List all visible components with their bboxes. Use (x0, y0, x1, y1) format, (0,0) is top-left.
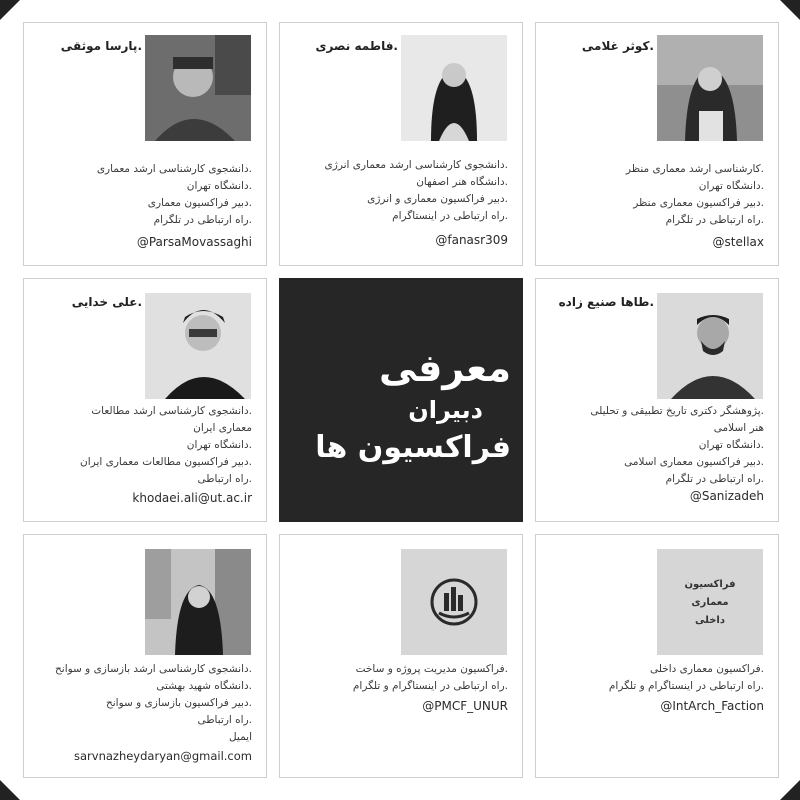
detail-line: .دبیر فراکسیون معماری و انرژی (367, 193, 508, 205)
profile-card-taha (535, 278, 779, 522)
profile-details (80, 403, 252, 488)
detail-line: .دانشگاه تهران (186, 180, 252, 192)
detail-line: .راه ارتباطی (197, 473, 252, 485)
contact-handle[interactable]: @fanasr309 (435, 233, 508, 247)
detail-line: .دانشجوی کارشناسی ارشد مطالعات (91, 405, 252, 417)
profile-card-kowsar (535, 22, 779, 266)
profile-photo (145, 293, 251, 399)
detail-line: .دانشگاه تهران (186, 439, 252, 451)
detail-line: .پژوهشگر دکتری تاریخ تطبیقی و تحلیلی (590, 405, 764, 417)
detail-line: .دانشجوی کارشناسی ارشد معماری انرژی (324, 159, 508, 171)
corner-decoration (780, 780, 800, 800)
faction-card-pmcf (279, 534, 523, 778)
profile-card-fatemeh (279, 22, 523, 266)
pmcf-logo-icon (401, 549, 507, 655)
detail-line: .فراکسیون معماری داخلی (650, 663, 764, 675)
detail-line: .راه ارتباطی در تلگرام (665, 214, 764, 226)
banner-title-line: دبیران (408, 396, 483, 424)
detail-line: .دانشگاه تهران (698, 439, 764, 451)
corner-decoration (0, 780, 20, 800)
faction-logo (401, 549, 507, 655)
detail-line: .کارشناسی ارشد معماری منظر (625, 163, 764, 175)
detail-line: ایمیل (228, 731, 252, 743)
banner-title-line: فراکسیون ها (315, 430, 511, 465)
contact-email[interactable]: sarvnazheydaryan@gmail.com (74, 749, 252, 763)
profile-details (325, 157, 508, 225)
profile-photo (657, 293, 763, 399)
profile-name: .پارسا موثقی (60, 39, 142, 53)
detail-line: .دبیر فراکسیون بازسازی و سوانح (105, 697, 252, 709)
contact-handle[interactable]: @stellax (712, 235, 764, 249)
profile-photo (401, 35, 507, 141)
corner-decoration (780, 0, 800, 20)
detail-line: .راه ارتباطی در تلگرام (665, 473, 764, 485)
profile-details (55, 661, 252, 746)
profile-details (590, 403, 764, 488)
intro-banner (279, 278, 523, 522)
contact-email[interactable]: khodaei.ali@ut.ac.ir (132, 491, 252, 505)
detail-line: .دبیر فراکسیون معماری (147, 197, 252, 209)
detail-line: هنر اسلامی (713, 422, 764, 434)
corner-decoration (0, 0, 20, 20)
contact-handle[interactable]: @ParsaMovassaghi (136, 235, 252, 249)
detail-line: معماری ایران (193, 422, 252, 434)
logo-text: معماری (691, 597, 729, 608)
detail-line: .دانشجوی کارشناسی ارشد بازسازی و سوانح (55, 663, 252, 675)
contact-handle[interactable]: @PMCF_UNUR (422, 699, 508, 713)
profile-name: .علی خدایی (71, 295, 142, 309)
profile-card-sarv (23, 534, 267, 778)
detail-line: .فراکسیون مدیریت پروژه و ساخت (355, 663, 508, 675)
profile-photo (657, 35, 763, 141)
detail-line: .دبیر فراکسیون معماری اسلامی (624, 456, 764, 468)
logo-text: داخلی (695, 615, 725, 626)
profile-card-ali (23, 278, 267, 522)
detail-line: .دبیر فراکسیون معماری منظر (633, 197, 764, 209)
detail-line: .دانشگاه هنر اصفهان (416, 176, 508, 188)
faction-logo (657, 549, 763, 655)
detail-line: .راه ارتباطی در اینستاگرام و تلگرام (352, 680, 508, 692)
detail-line: .راه ارتباطی (197, 714, 252, 726)
contact-handle[interactable]: @IntArch_Faction (660, 699, 764, 713)
profile-name: .طاها صنیع زاده (558, 295, 654, 309)
detail-line: .راه ارتباطی در تلگرام (153, 214, 252, 226)
banner-title-line: معرفی (379, 346, 511, 390)
detail-line: .راه ارتباطی در اینستاگرام (392, 210, 508, 222)
profile-details (626, 161, 764, 229)
logo-text: فراکسیون (684, 579, 736, 590)
faction-details (353, 661, 508, 695)
faction-details (609, 661, 764, 695)
faction-card-interior (535, 534, 779, 778)
profile-name: .فاطمه نصری (315, 39, 398, 53)
detail-line: .دبیر فراکسیون مطالعات معماری ایران (80, 456, 252, 468)
profile-photo (145, 549, 251, 655)
detail-line: .دانشجوی کارشناسی ارشد معماری (96, 163, 252, 175)
profile-details (97, 161, 252, 229)
profile-name: .کوثر غلامی (581, 39, 654, 53)
profile-card-parsa (23, 22, 267, 266)
detail-line: .راه ارتباطی در اینستاگرام و تلگرام (608, 680, 764, 692)
contact-handle[interactable]: @Sanizadeh (689, 489, 764, 503)
detail-line: .دانشگاه شهید بهشتی (156, 680, 252, 692)
detail-line: .دانشگاه تهران (698, 180, 764, 192)
profile-photo (145, 35, 251, 141)
